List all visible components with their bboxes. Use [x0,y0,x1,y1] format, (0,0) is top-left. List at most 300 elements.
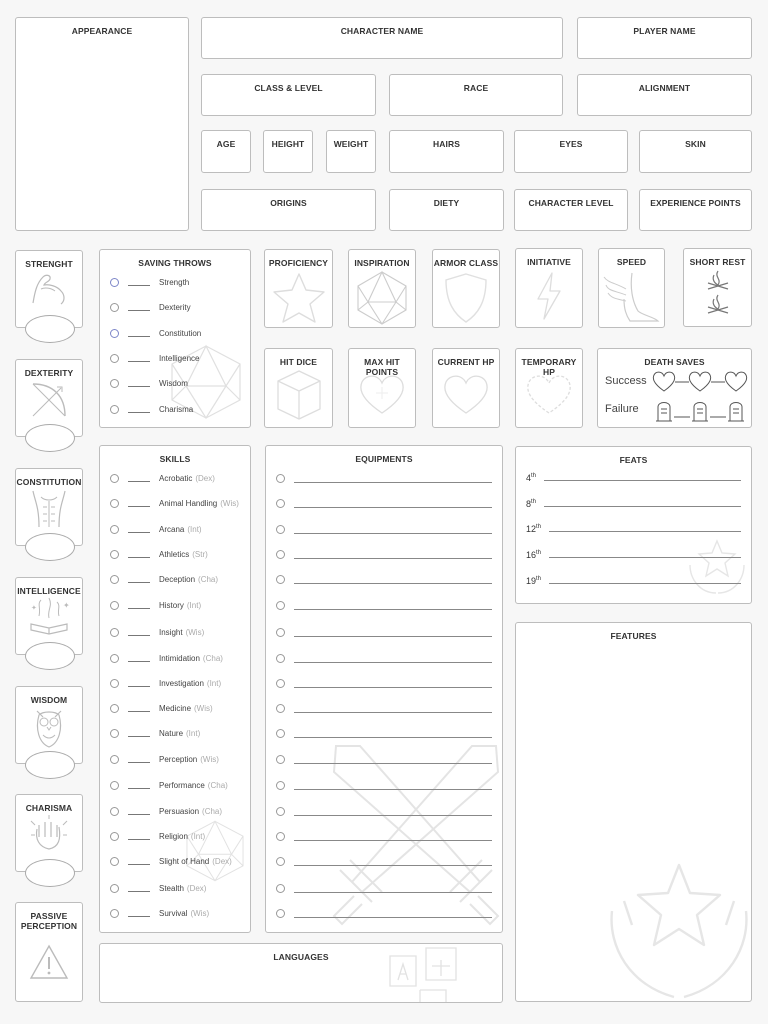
character-level-field[interactable] [514,189,628,231]
feat-line[interactable] [549,531,741,532]
armor-class-box[interactable] [432,249,500,328]
temporary-hp-label: TEMPORARY HP [521,357,577,377]
equipments-panel [265,445,503,933]
modifier-blank[interactable] [128,576,150,583]
skill-row[interactable] [110,726,244,740]
proficiency-radio[interactable] [110,628,119,637]
lightning-icon [534,271,564,321]
passive-perception-label-2: PERCEPTION [20,921,78,931]
modifier-blank[interactable] [128,680,150,687]
feat-level [526,550,541,560]
age-label: AGE [216,139,236,149]
ability-charisma[interactable] [15,794,83,872]
skin-field[interactable] [639,130,752,173]
appearance-label: APPEARANCE [71,26,133,36]
equipment-row[interactable] [276,778,492,792]
eyes-label: EYES [559,139,583,149]
equipment-radio[interactable] [276,909,285,918]
ability-dexterity[interactable] [15,359,83,437]
hands-star-icon [686,535,748,597]
saving-throw-label: Charisma [159,404,194,414]
modifier-blank[interactable] [128,380,150,387]
saving-throw-row[interactable] [110,376,244,390]
equipment-row[interactable] [276,496,492,510]
character-name-field[interactable] [201,17,563,59]
hairs-label: HAIRS [433,139,460,149]
failure-tombstones-icon[interactable] [654,399,750,423]
feat-level-number: 16 [526,550,537,560]
saving-throw-row[interactable] [110,275,244,289]
speed-box[interactable] [598,248,665,328]
d20-dice-icon [354,270,410,326]
proficiency-radio[interactable] [110,755,119,764]
equipment-radio[interactable] [276,499,285,508]
equipment-radio[interactable] [276,550,285,559]
feat-row[interactable] [526,520,741,534]
star-icon [269,270,329,326]
modifier-blank[interactable] [128,808,150,815]
feat-level-suffix: th [536,550,542,556]
current-hp-box[interactable] [432,348,500,428]
skill-ability: (Int) [186,728,201,738]
experience-points-field[interactable] [639,189,752,231]
equipment-row[interactable] [276,881,492,895]
initiative-box[interactable] [515,248,583,328]
skill-name: Intimidation [159,653,200,663]
saving-throw-row[interactable] [110,300,244,314]
hit-dice-box[interactable] [264,348,333,428]
saving-throw-label: Strength [159,277,190,287]
skill-row[interactable] [110,752,244,766]
feat-level [526,499,536,509]
diety-field[interactable] [389,189,504,231]
equipments-title: EQUIPMENTS [355,454,413,464]
feat-level-number: 8 [526,499,532,509]
modifier-blank[interactable] [128,756,150,763]
skill-ability: (Dex) [212,856,232,866]
proficiency-radio[interactable] [110,781,119,790]
passive-perception-box[interactable] [15,902,83,1002]
equipment-row[interactable] [276,522,492,536]
skill-row[interactable] [110,881,244,895]
skill-name: Religion [159,831,188,841]
ability-label: STRENGHT [25,259,73,269]
feat-row[interactable] [526,469,741,483]
equipment-row[interactable] [276,676,492,690]
proficiency-label: PROFICIENCY [268,258,329,268]
equipment-line[interactable] [294,550,492,559]
proficiency-radio[interactable] [110,601,119,610]
feat-level-suffix: th [536,524,542,530]
hands-star-icon [604,851,754,1001]
modifier-blank[interactable] [128,705,150,712]
equipment-row[interactable] [276,906,492,920]
equipment-radio[interactable] [276,474,285,483]
saving-throw-label: Constitution [159,328,202,338]
max-hit-points-box[interactable] [348,348,416,428]
skill-name: History [159,600,184,610]
equipment-radio[interactable] [276,884,285,893]
equipment-row[interactable] [276,726,492,740]
skill-name: Investigation [159,678,204,688]
feats-panel [515,446,752,604]
modifier-blank[interactable] [128,730,150,737]
equipment-line[interactable] [294,781,492,790]
equipment-radio[interactable] [276,857,285,866]
proficiency-radio[interactable] [110,575,119,584]
ability-score-oval[interactable] [25,424,75,452]
race-field[interactable] [389,74,563,116]
svg-text:✦: ✦ [63,601,70,610]
height-label: HEIGHT [271,139,305,149]
equipment-line[interactable] [294,525,492,534]
campfire-icon [704,269,732,317]
ability-score-oval[interactable] [25,642,75,670]
skill-row[interactable] [110,471,244,485]
equipment-row[interactable] [276,625,492,639]
feat-level-suffix: th [531,499,537,505]
modifier-blank[interactable] [128,330,150,337]
success-hearts-icon[interactable] [652,371,748,393]
features-panel[interactable] [515,622,752,1002]
skill-name: Stealth [159,883,184,893]
skill-row[interactable] [110,676,244,690]
equipment-row[interactable] [276,752,492,766]
alignment-label: ALIGNMENT [638,83,691,93]
equipment-line[interactable] [294,884,492,893]
ability-score-oval[interactable] [25,859,75,887]
current-hp-label: CURRENT HP [437,357,495,367]
skill-row[interactable] [110,598,244,612]
skill-row[interactable] [110,854,244,868]
owl-icon [29,705,69,751]
bow-arrow-icon [27,378,71,422]
skill-row[interactable] [110,547,244,561]
proficiency-radio[interactable] [110,405,119,414]
temporary-hp-box[interactable] [515,348,583,428]
saving-throw-label: Intelligence [159,353,200,363]
feat-level [526,576,541,586]
modifier-blank[interactable] [128,655,150,662]
skill-ability: (Cha) [198,574,219,584]
hairs-field[interactable] [389,130,504,173]
skill-name: Medicine [159,703,192,713]
proficiency-radio[interactable] [110,550,119,559]
languages-panel[interactable] [99,943,503,1003]
equipment-line[interactable] [294,679,492,688]
equipment-row[interactable] [276,701,492,715]
saving-throw-row[interactable] [110,351,244,365]
saving-throw-row[interactable] [110,326,244,340]
weight-field[interactable] [326,130,376,173]
skill-ability: (Wis) [220,498,239,508]
proficiency-radio[interactable] [110,832,119,841]
skill-name: Performance [159,780,205,790]
death-saves-failure-label: Failure [605,403,639,415]
proficiency-radio[interactable] [110,729,119,738]
skill-ability: (Int) [186,600,202,610]
skill-ability: (Dex) [186,883,207,893]
equipment-line[interactable] [294,654,492,663]
ability-score-oval[interactable] [25,533,75,561]
modifier-blank[interactable] [128,500,150,507]
feat-row[interactable] [526,572,741,586]
class-level-label: CLASS & LEVEL [254,83,323,93]
appearance-box[interactable] [15,17,189,231]
skill-row[interactable] [110,906,244,920]
armor-class-label: ARMOR CLASS [433,258,499,268]
proficiency-radio[interactable] [110,499,119,508]
ability-label: INTELLIGENCE [17,586,81,596]
skill-ability: (Wis) [194,703,213,713]
feat-line[interactable] [549,583,741,584]
feat-line[interactable] [544,506,741,507]
skill-row[interactable] [110,829,244,843]
modifier-blank[interactable] [128,304,150,311]
skill-row[interactable] [110,701,244,715]
feat-level [526,524,541,534]
proficiency-radio[interactable] [110,303,119,312]
ability-wisdom[interactable] [15,686,83,764]
proficiency-radio[interactable] [110,884,119,893]
modifier-blank[interactable] [128,551,150,558]
modifier-blank[interactable] [128,629,150,636]
feat-level-number: 4 [526,473,532,483]
proficiency-radio[interactable] [110,278,119,287]
initiative-label: INITIATIVE [527,257,571,267]
equipment-row[interactable] [276,547,492,561]
proficiency-radio[interactable] [110,379,119,388]
skill-ability: (Wis) [200,754,219,764]
skills-panel [99,445,251,933]
feat-level-suffix: th [531,473,537,479]
equipment-radio[interactable] [276,704,285,713]
feats-title: FEATS [619,455,648,465]
d20-dice-icon [182,818,248,884]
equipment-row[interactable] [276,471,492,485]
skill-ability: (Cha) [207,780,228,790]
death-saves-success-label: Success [605,375,647,387]
proficiency-radio[interactable] [110,909,119,918]
equipment-line[interactable] [294,729,492,738]
proficiency-radio[interactable] [110,857,119,866]
equipment-line[interactable] [294,755,492,764]
torso-icon [27,487,71,531]
equipment-line[interactable] [294,909,492,918]
modifier-blank[interactable] [128,910,150,917]
equipment-radio[interactable] [276,601,285,610]
equipment-row[interactable] [276,572,492,586]
experience-points-label: EXPERIENCE POINTS [650,198,741,208]
skills-title: SKILLS [159,454,191,464]
ability-constitution[interactable] [15,468,83,546]
skill-name: Perception [159,754,198,764]
saving-throws-title: SAVING THROWS [138,258,212,268]
equipment-line[interactable] [294,499,492,508]
skill-ability: (Cha) [202,806,223,816]
skill-ability: (Wis) [185,627,205,637]
feat-line[interactable] [549,557,741,558]
proficiency-radio[interactable] [110,807,119,816]
ability-score-oval[interactable] [25,315,75,343]
proficiency-radio[interactable] [110,704,119,713]
ability-strength[interactable] [15,250,83,328]
modifier-blank[interactable] [128,885,150,892]
equipment-line[interactable] [294,474,492,483]
inspiration-label: INSPIRATION [354,258,410,268]
proficiency-radio[interactable] [110,474,119,483]
skin-label: SKIN [685,139,706,149]
height-field[interactable] [263,130,313,173]
character-name-label: CHARACTER NAME [340,26,424,36]
skill-row[interactable] [110,625,244,639]
modifier-blank[interactable] [128,355,150,362]
saving-throw-label: Wisdom [159,378,188,388]
player-name-field[interactable] [577,17,752,59]
skill-name: Animal Handling [159,498,218,508]
skill-row[interactable] [110,496,244,510]
weight-label: WEIGHT [333,139,369,149]
skill-name: Athletics [159,549,190,559]
origins-label: ORIGINS [270,198,307,208]
skill-ability: (Int) [190,831,206,841]
proficiency-radio[interactable] [110,354,119,363]
equipment-line[interactable] [294,807,492,816]
feat-row[interactable] [526,495,741,509]
inspiration-box[interactable] [348,249,416,328]
proficiency-radio[interactable] [110,525,119,534]
skill-ability: (Wis) [190,908,210,918]
equipment-radio[interactable] [276,832,285,841]
equipment-row[interactable] [276,804,492,818]
equipment-line[interactable] [294,575,492,584]
max-hit-points-label: MAX HIT POINTS [364,357,400,377]
speed-label: SPEED [616,257,647,267]
modifier-blank[interactable] [128,858,150,865]
proficiency-radio[interactable] [110,329,119,338]
skill-ability: (Dex) [195,473,215,483]
player-name-label: PLAYER NAME [633,26,696,36]
skill-row[interactable] [110,651,244,665]
skill-row[interactable] [110,804,244,818]
skill-name: Deception [159,574,196,584]
saving-throw-row[interactable] [110,402,244,416]
proficiency-radio[interactable] [110,654,119,663]
modifier-blank[interactable] [128,782,150,789]
class-level-field[interactable] [201,74,376,116]
saving-throws-panel [99,249,251,428]
modifier-blank[interactable] [128,602,150,609]
dashed-heart-icon [523,371,575,417]
equipment-line[interactable] [294,704,492,713]
equipment-radio[interactable] [276,679,285,688]
ability-label: CONSTITUTION [16,477,82,487]
fist-icon [27,813,71,857]
languages-title: LANGUAGES [273,952,329,962]
modifier-blank[interactable] [128,833,150,840]
ability-label: DEXTERITY [24,368,74,378]
hit-dice-label: HIT DICE [279,357,318,367]
death-saves-box [597,348,752,428]
alignment-field[interactable] [577,74,752,116]
skill-row[interactable] [110,572,244,586]
character-level-label: CHARACTER LEVEL [528,198,614,208]
short-rest-box[interactable] [683,248,752,327]
equipment-radio[interactable] [276,755,285,764]
skill-name: Nature [159,728,184,738]
ability-label: CHARISMA [25,803,73,813]
proficiency-box[interactable] [264,249,333,328]
equipment-radio[interactable] [276,525,285,534]
modifier-blank[interactable] [128,526,150,533]
flexed-arm-icon [27,269,71,309]
skill-ability: (Int) [206,678,222,688]
ability-score-oval[interactable] [25,751,75,779]
modifier-blank[interactable] [128,279,150,286]
shield-icon [442,272,490,324]
saving-throw-label: Dexterity [159,302,191,312]
feat-level-number: 19 [526,576,537,586]
equipment-row[interactable] [276,829,492,843]
feat-line[interactable] [544,480,741,481]
heart-plus-icon [356,371,408,417]
feat-level-suffix: th [536,576,542,582]
feat-level [526,473,536,483]
skill-row[interactable] [110,778,244,792]
skill-name: Arcana [159,524,185,534]
feat-level-number: 12 [526,524,537,534]
skill-ability: (Str) [192,549,208,559]
diety-label: DIETY [433,198,460,208]
ability-label: WISDOM [30,695,68,705]
skill-ability: (Int) [187,524,202,534]
equipment-line[interactable] [294,628,492,637]
short-rest-label: SHORT REST [689,257,746,267]
features-title: FEATURES [610,631,657,641]
skill-name: Acrobatic [159,473,193,483]
equipment-radio[interactable] [276,807,285,816]
equipment-row[interactable] [276,598,492,612]
ability-intelligence[interactable] [15,577,83,655]
equipment-line[interactable] [294,857,492,866]
equipment-radio[interactable] [276,575,285,584]
origins-field[interactable] [201,189,376,231]
equipment-row[interactable] [276,651,492,665]
equipment-line[interactable] [294,832,492,841]
magic-book-icon [27,596,71,640]
proficiency-radio[interactable] [110,679,119,688]
warning-icon [29,943,69,981]
equipment-row[interactable] [276,854,492,868]
feat-row[interactable] [526,546,741,560]
skill-row[interactable] [110,522,244,536]
equipment-radio[interactable] [276,781,285,790]
heart-icon [440,371,492,417]
cube-dice-icon [274,367,324,423]
modifier-blank[interactable] [128,406,150,413]
equipment-radio[interactable] [276,628,285,637]
skill-name: Persuasion [159,806,200,816]
eyes-field[interactable] [514,130,628,173]
age-field[interactable] [201,130,251,173]
equipment-radio[interactable] [276,654,285,663]
equipment-line[interactable] [294,601,492,610]
skill-name: Insight [159,627,183,637]
equipment-radio[interactable] [276,729,285,738]
race-label: RACE [463,83,489,93]
skill-ability: (Cha) [202,653,223,663]
modifier-blank[interactable] [128,475,150,482]
